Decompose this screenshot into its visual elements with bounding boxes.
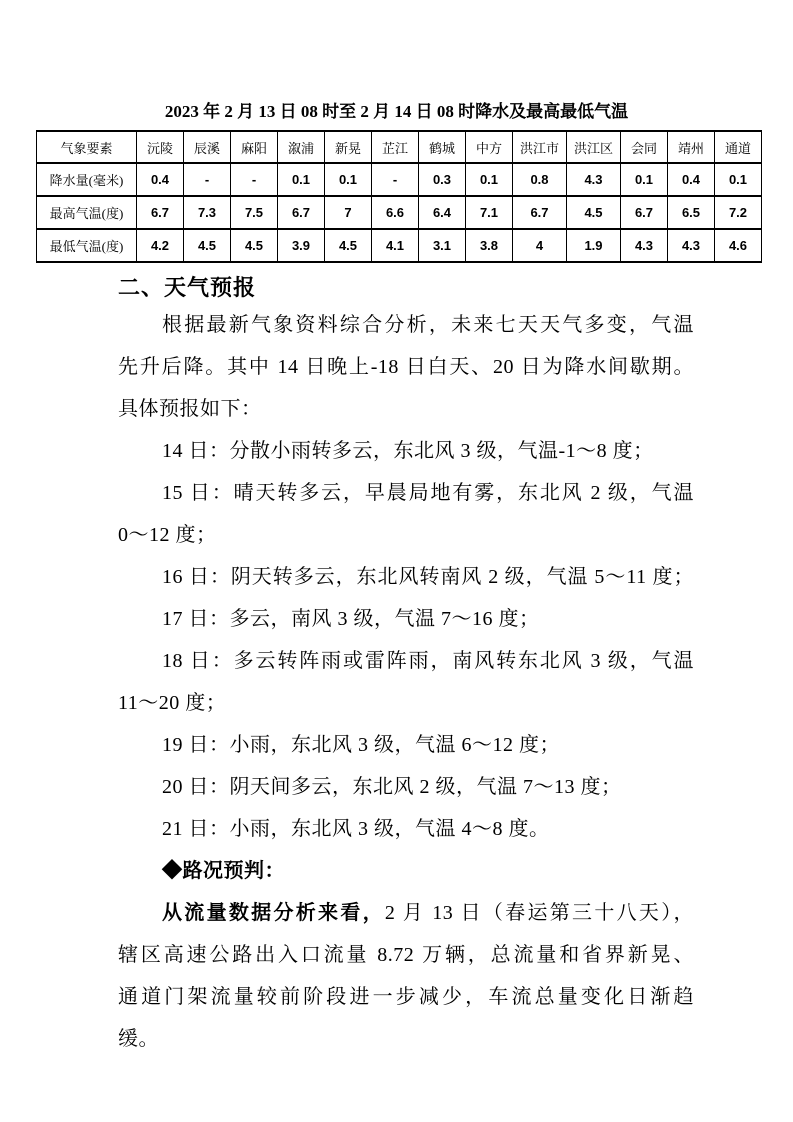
column-header: 麻阳 [231, 131, 278, 163]
table-cell: 4.6 [715, 229, 762, 262]
forecast-line-day15: 15 日：晴天转多云，早晨局地有雾，东北风 2 级，气温 [162, 482, 694, 504]
table-cell: 0.1 [715, 163, 762, 196]
column-header: 沅陵 [137, 131, 184, 163]
table-cell: 7.2 [715, 196, 762, 229]
table-row [37, 163, 762, 196]
table-cell: - [372, 163, 419, 196]
table-cell: - [231, 163, 278, 196]
table-cell: 0.1 [621, 163, 668, 196]
table-cell: 0.1 [325, 163, 372, 196]
table-cell: 6.7 [137, 196, 184, 229]
table-cell: 3.1 [419, 229, 466, 262]
table-cell: 6.5 [668, 196, 715, 229]
table-cell: 6.7 [621, 196, 668, 229]
forecast-line: 0～12 度； [118, 524, 217, 546]
forecast-line: 11～20 度； [118, 692, 227, 714]
forecast-line-day21: 21 日：小雨，东北风 3 级，气温 4～8 度。 [162, 818, 550, 840]
forecast-line-day19: 19 日：小雨，东北风 3 级，气温 6～12 度； [162, 734, 560, 756]
forecast-line-day17: 17 日：多云，南风 3 级，气温 7～16 度； [162, 608, 540, 630]
table-cell: 4.5 [231, 229, 278, 262]
table-cell: 6.7 [513, 196, 567, 229]
table-cell: 4.1 [372, 229, 419, 262]
table-cell: 4 [513, 229, 567, 262]
row-label: 降水量(毫米) [37, 163, 137, 196]
table-row [37, 229, 762, 262]
table-cell: 4.3 [621, 229, 668, 262]
table-cell: 7.5 [231, 196, 278, 229]
table-cell: 4.2 [137, 229, 184, 262]
column-header: 新晃 [325, 131, 372, 163]
column-header: 辰溪 [184, 131, 231, 163]
table-cell: 7 [325, 196, 372, 229]
table-cell: 0.1 [466, 163, 513, 196]
road-line: 缓。 [118, 1028, 159, 1050]
section-heading-weather-forecast: 二、天气预报 [118, 275, 257, 300]
table-cell: 4.3 [567, 163, 621, 196]
table-cell: 0.1 [278, 163, 325, 196]
table-cell: 7.3 [184, 196, 231, 229]
table-cell: 4.5 [567, 196, 621, 229]
column-header: 溆浦 [278, 131, 325, 163]
table-cell: 1.9 [567, 229, 621, 262]
table-cell: 4.3 [668, 229, 715, 262]
table-cell: 6.4 [419, 196, 466, 229]
weather-table [36, 130, 762, 263]
column-header: 气象要素 [37, 131, 137, 163]
table-cell: 3.8 [466, 229, 513, 262]
document-title: 2023 年 2 月 13 日 08 时至 2 月 14 日 08 时降水及最高最低气温 [164, 102, 629, 121]
forecast-line-day14: 14 日：分散小雨转多云，东北风 3 级，气温-1～8 度； [162, 440, 654, 462]
table-header-row [37, 131, 762, 163]
forecast-line: 先升后降。其中 14 日晚上-18 日白天、20 日为降水间歇期。 [118, 356, 694, 378]
table-cell: 6.7 [278, 196, 325, 229]
forecast-line-day18: 18 日：多云转阵雨或雷阵雨，南风转东北风 3 级，气温 [162, 650, 694, 672]
column-header: 洪江市 [513, 131, 567, 163]
road-line-lead: 从流量数据分析来看， [162, 902, 385, 924]
column-header: 芷江 [372, 131, 419, 163]
column-header: 中方 [466, 131, 513, 163]
table-cell: 0.8 [513, 163, 567, 196]
forecast-body [118, 304, 694, 1060]
table-cell: 7.1 [466, 196, 513, 229]
forecast-line: 根据最新气象资料综合分析，未来七天天气多变，气温 [162, 314, 694, 336]
table-cell: 0.3 [419, 163, 466, 196]
forecast-line-day20: 20 日：阴天间多云，东北风 2 级，气温 7～13 度； [162, 776, 622, 798]
table-cell: - [184, 163, 231, 196]
column-header: 鹤城 [419, 131, 466, 163]
column-header: 洪江区 [567, 131, 621, 163]
column-header: 通道 [715, 131, 762, 163]
table-row [37, 196, 762, 229]
road-line [118, 892, 694, 934]
table-cell: 0.4 [137, 163, 184, 196]
table-cell: 3.9 [278, 229, 325, 262]
table-cell: 6.6 [372, 196, 419, 229]
road-line: 通道门架流量较前阶段进一步减少，车流总量变化日渐趋 [118, 986, 694, 1008]
table-cell: 0.4 [668, 163, 715, 196]
column-header: 靖州 [668, 131, 715, 163]
table-cell: 4.5 [184, 229, 231, 262]
table-cell: 4.5 [325, 229, 372, 262]
forecast-line: 具体预报如下： [118, 398, 262, 420]
row-label: 最低气温(度) [37, 229, 137, 262]
forecast-line-day16: 16 日：阴天转多云，东北风转南风 2 级，气温 5～11 度； [162, 566, 694, 588]
road-line: 辖区高速公路出入口流量 8.72 万辆，总流量和省界新晃、 [118, 944, 694, 966]
row-label: 最高气温(度) [37, 196, 137, 229]
column-header: 会同 [621, 131, 668, 163]
road-line-rest: 2 月 13 日（春运第三十八天）， [384, 902, 695, 924]
road-condition-heading: ◆路况预判： [162, 860, 285, 882]
